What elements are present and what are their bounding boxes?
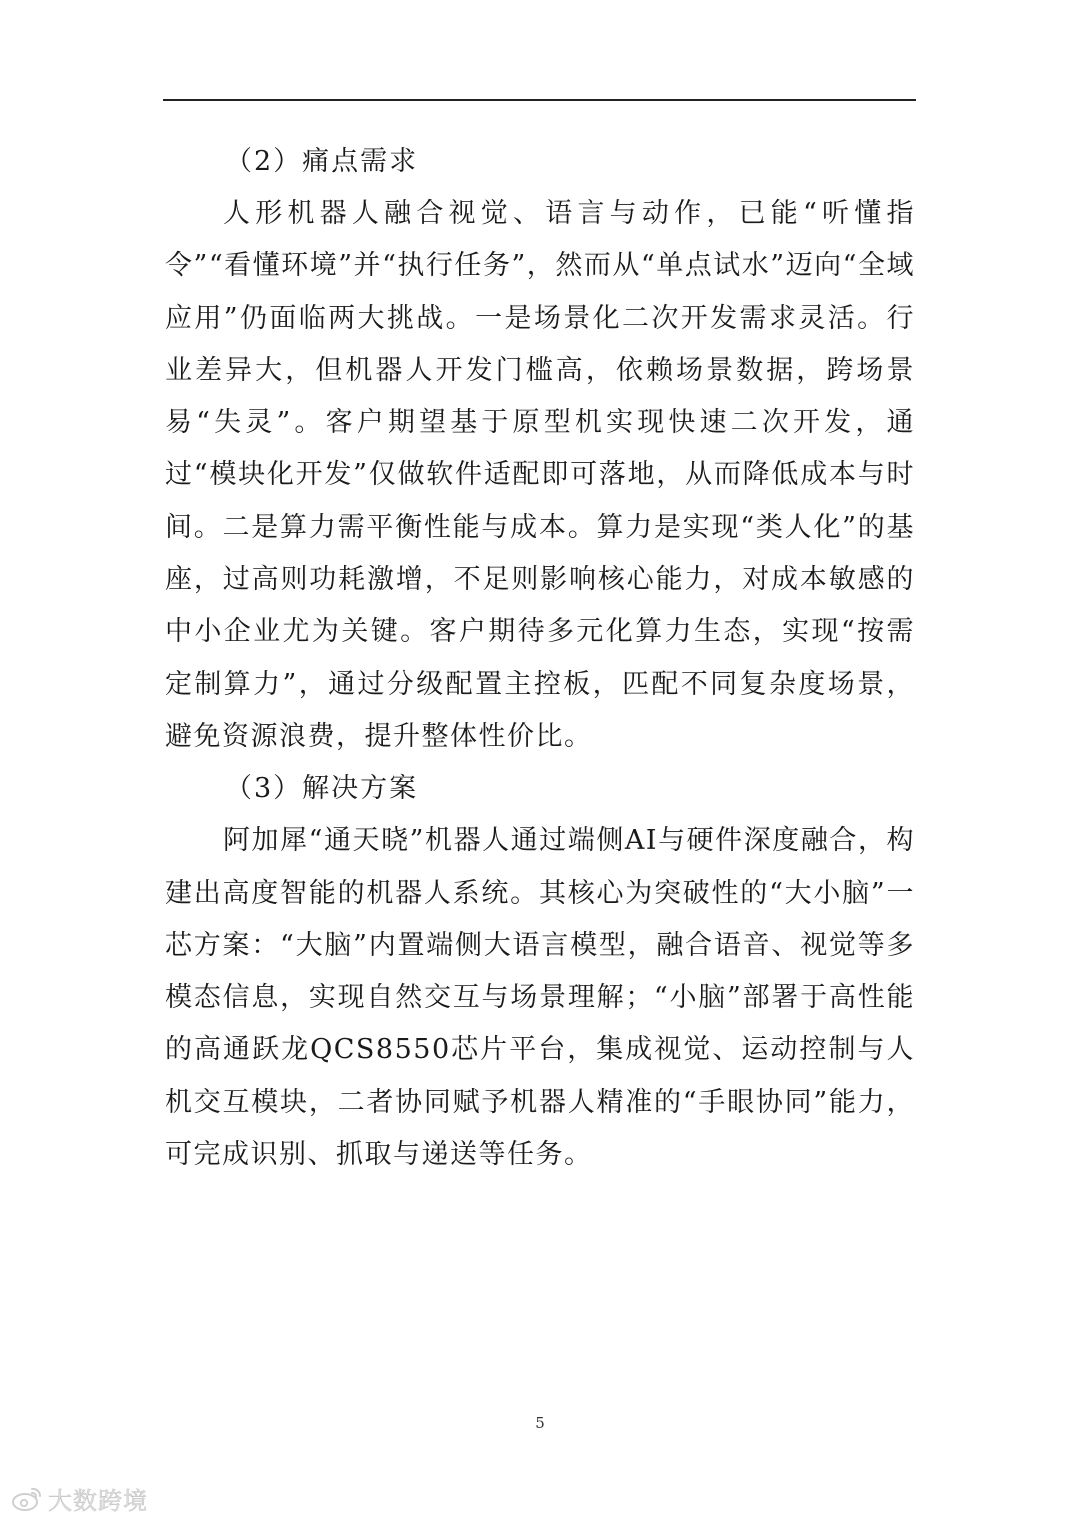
weibo-logo-icon [10, 1483, 44, 1513]
section-paragraph-pain-points: 人形机器人融合视觉、语言与动作，已能“听懂指令”“看懂环境”并“执行任务”，然而从“单点试水”迈向“全域应用”仍面临两大挑战。一是场景化二次开发需求灵活。行业差异大，但机器人开发门槛高，依赖场景数据，跨场景易“失灵”。客户期望基于原型机实现快速二次开发，通过“模块化开发”仅做软件适配即可落地，从而降低成本与时间。二是算力需平衡性能与成本。算力是实现“类人化”的基座，过高则功耗激增，不足则影响核心能力，对成本敏感的中小企业尤为关键。客户期待多元化算力生态，实现“按需定制算力”，通过分级配置主控板，匹配不同复杂度场景，避免资源浪费，提升整体性价比。 [165, 198, 915, 752]
document-body [165, 136, 915, 1181]
watermark [10, 1480, 148, 1516]
section-heading-solution: （3）解决方案 [225, 773, 419, 805]
watermark-text: 大数跨境 [48, 1486, 148, 1515]
header-rule [163, 99, 916, 101]
section-paragraph-solution: 阿加犀“通天晓”机器人通过端侧AI与硬件深度融合，构建出高度智能的机器人系统。其核心为突破性的“大小脑”一芯方案：“大脑”内置端侧大语言模型，融合语音、视觉等多模态信息，实现自然交互与场景理解；“小脑”部署于高性能的高通跃龙QCS8550芯片平台，集成视觉、运动控制与人机交互模块，二者协同赋予机器人精准的“手眼协同”能力，可完成识别、抓取与递送等任务。 [165, 825, 915, 1171]
page-number: 5 [535, 1414, 545, 1432]
section-heading-pain-points: （2）痛点需求 [225, 146, 419, 177]
